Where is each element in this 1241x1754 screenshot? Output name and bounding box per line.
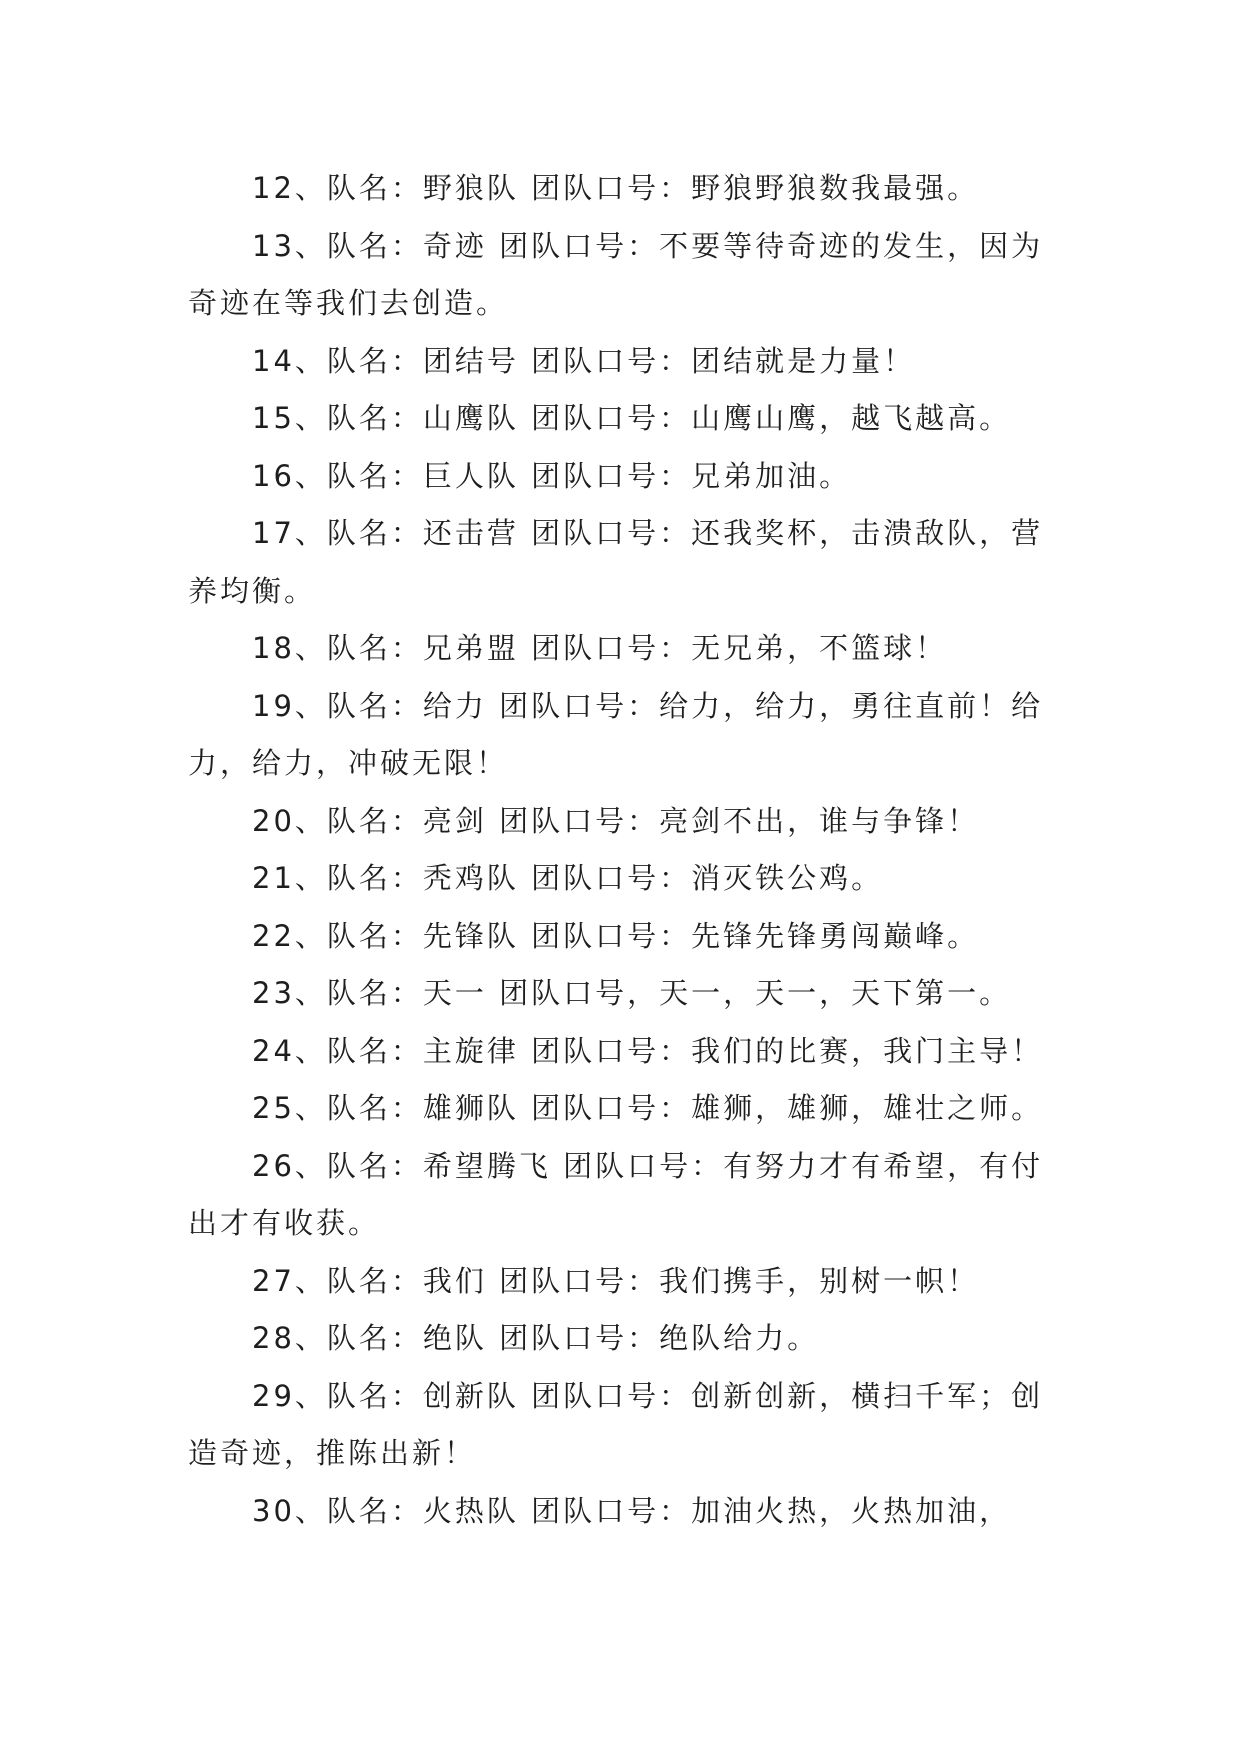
paragraph-26: 26、队名：希望腾飞 团队口号：有努力才有希望，有付出才有收获。 <box>188 1148 1044 1240</box>
paragraph-19: 19、队名：给力 团队口号：给力，给力，勇往直前！给力，给力，冲破无限！ <box>188 688 1044 780</box>
paragraph-12: 12、队名：野狼队 团队口号：野狼野狼数我最强。 <box>252 171 980 205</box>
paragraph-21: 21、队名：秃鸡队 团队口号：消灭铁公鸡。 <box>252 861 884 895</box>
paragraph-15: 15、队名：山鹰队 团队口号：山鹰山鹰，越飞越高。 <box>252 401 1012 435</box>
paragraph-18: 18、队名：兄弟盟 团队口号：无兄弟，不篮球！ <box>252 631 948 665</box>
paragraph-16: 16、队名：巨人队 团队口号：兄弟加油。 <box>252 458 852 493</box>
paragraph-13: 13、队名：奇迹 团队口号：不要等待奇迹的发生，因为奇迹在等我们去创造。 <box>188 228 1044 320</box>
paragraph-23: 23、队名：天一 团队口号，天一，天一，天下第一。 <box>252 976 1012 1010</box>
paragraph-22: 22、队名：先锋队 团队口号：先锋先锋勇闯巅峰。 <box>252 918 980 953</box>
paragraph-24: 24、队名：主旋律 团队口号：我们的比赛，我门主导！ <box>252 1033 1044 1068</box>
paragraph-17: 17、队名：还击营 团队口号：还我奖杯，击溃敌队，营养均衡。 <box>188 516 1044 608</box>
paragraph-14: 14、队名：团结号 团队口号：团结就是力量！ <box>252 343 916 378</box>
paragraph-20: 20、队名：亮剑 团队口号：亮剑不出，谁与争锋！ <box>252 803 980 838</box>
paragraph-28: 28、队名：绝队 团队口号：绝队给力。 <box>252 1321 820 1355</box>
paragraph-30: 30、队名：火热队 团队口号：加油火热，火热加油， <box>252 1493 1012 1528</box>
paragraph-29: 29、队名：创新队 团队口号：创新创新，横扫千军；创造奇迹，推陈出新！ <box>188 1378 1044 1470</box>
paragraph-25: 25、队名：雄狮队 团队口号：雄狮，雄狮，雄壮之师。 <box>252 1091 1044 1125</box>
paragraph-27: 27、队名：我们 团队口号：我们携手，别树一帜！ <box>252 1263 980 1298</box>
document-body <box>188 160 1068 1540</box>
